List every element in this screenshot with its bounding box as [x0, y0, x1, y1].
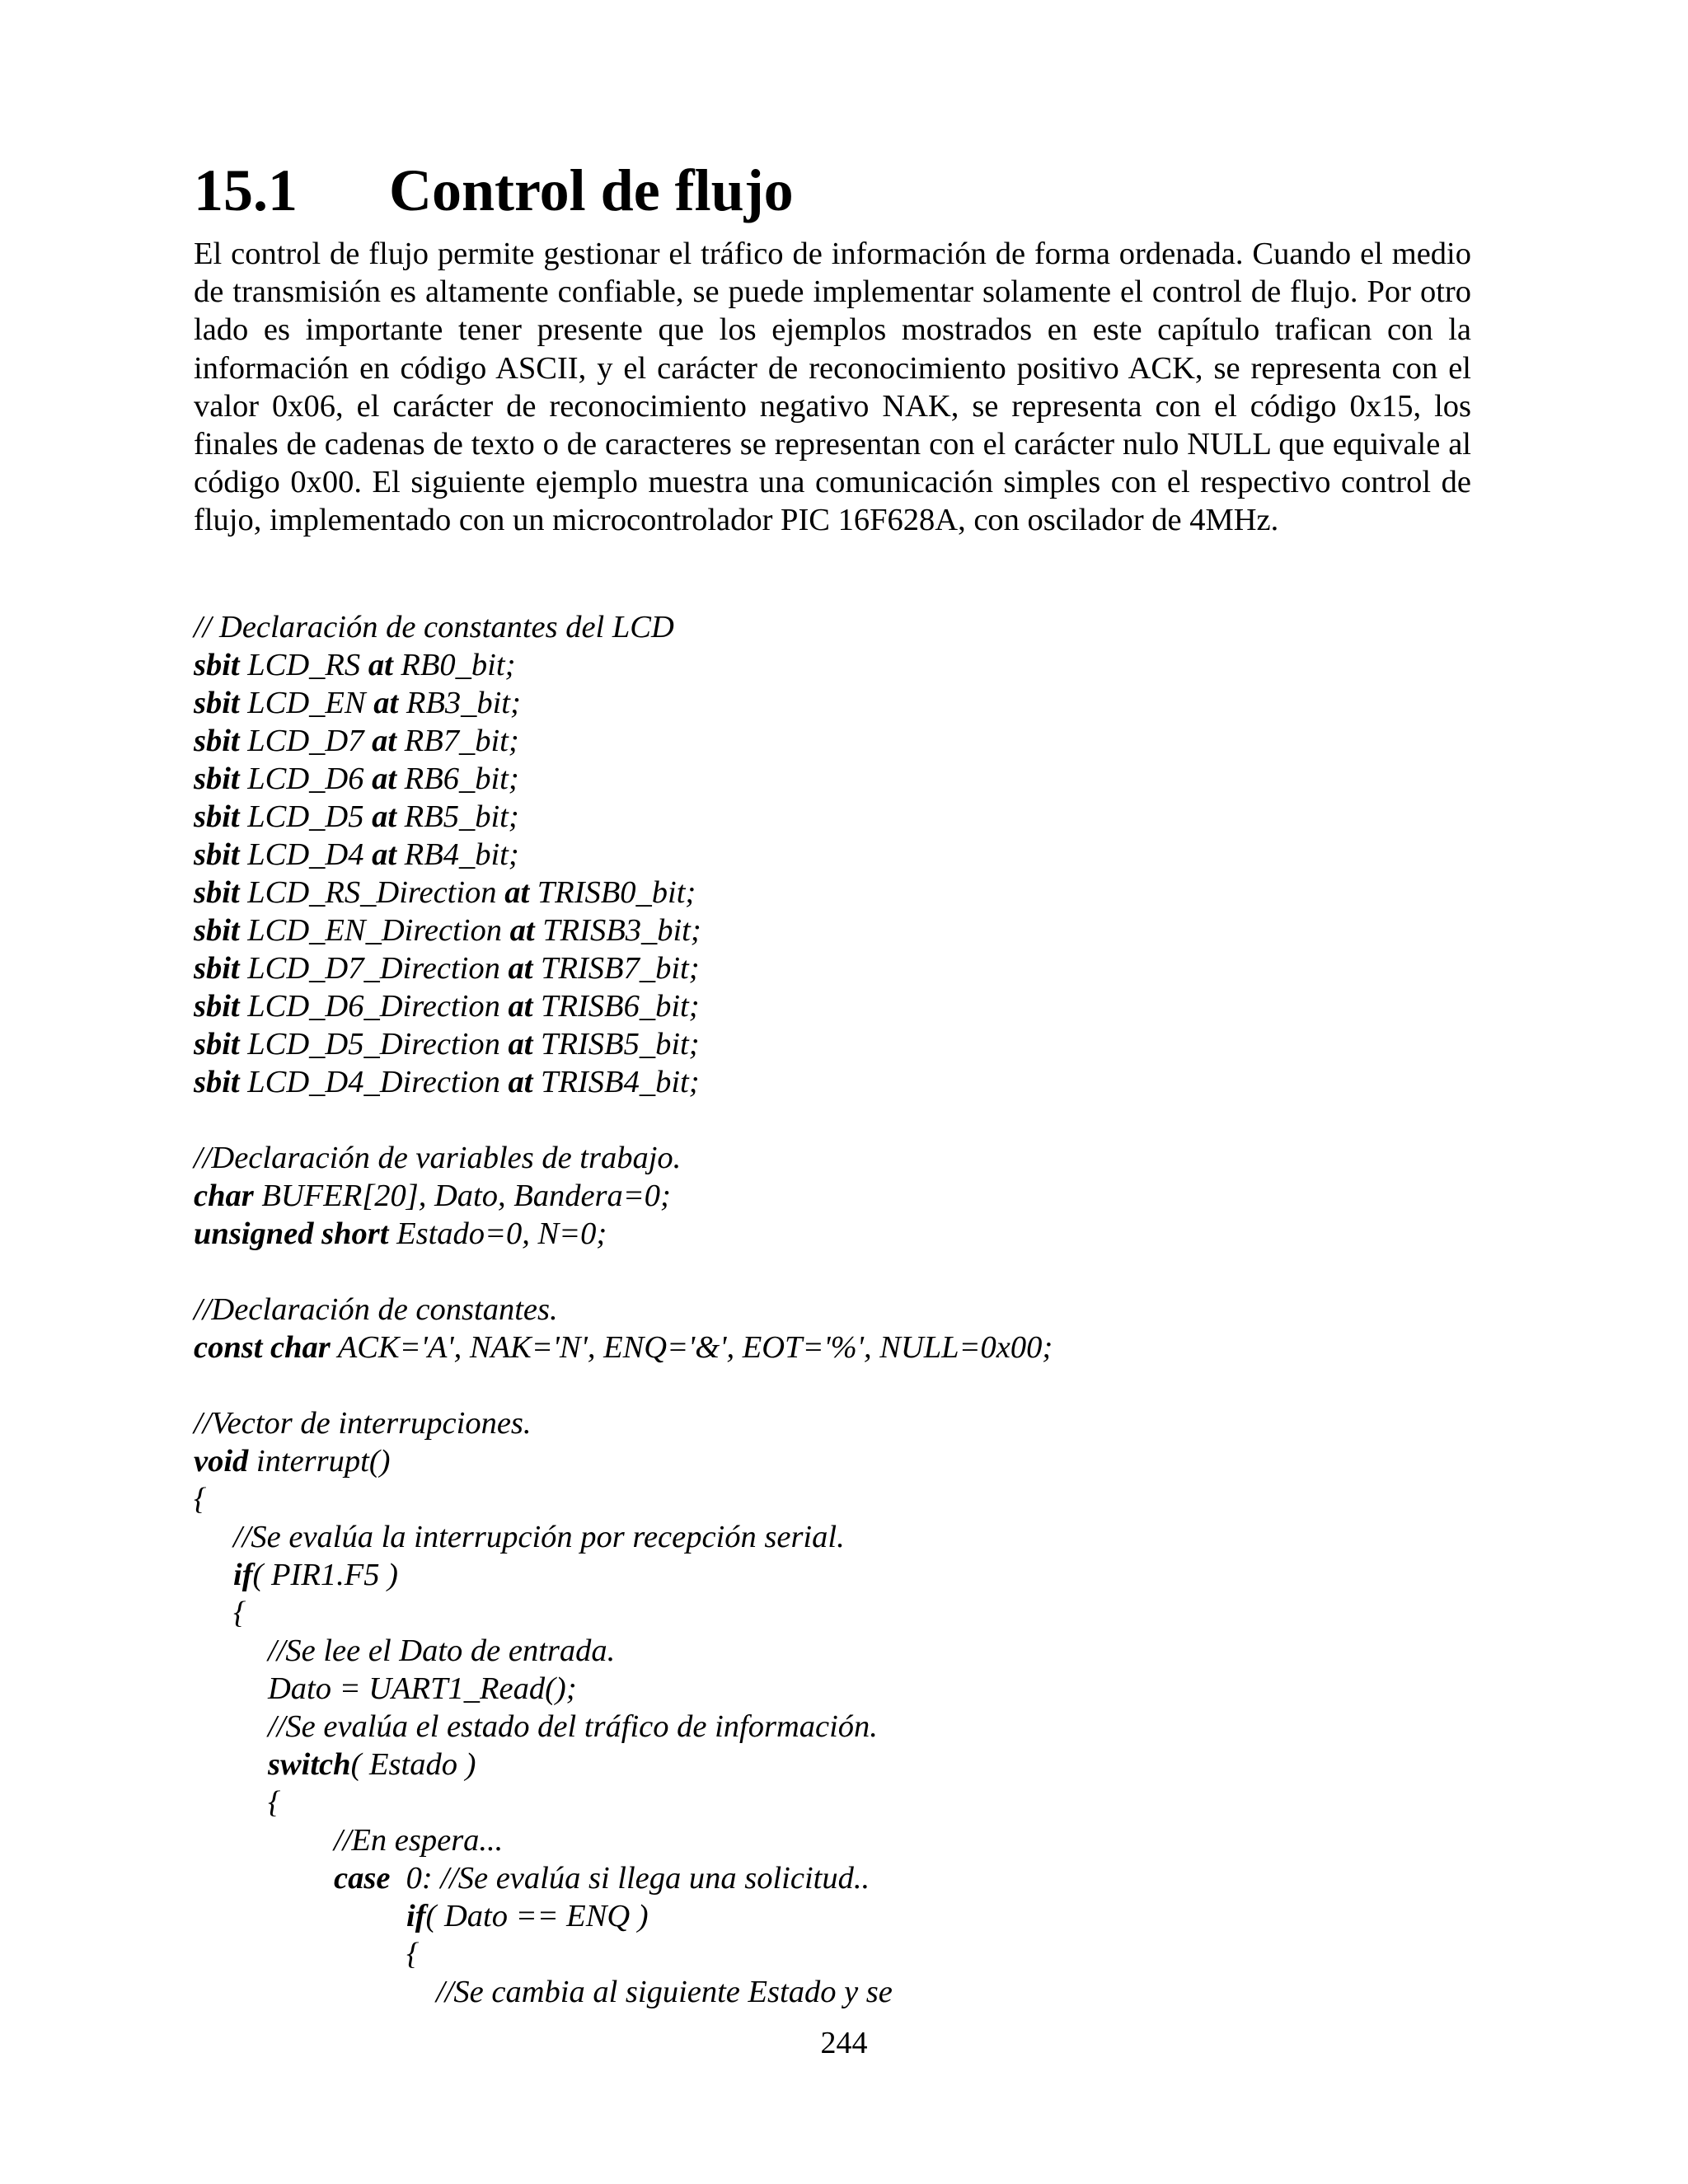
code-line: [194, 1859, 1430, 1897]
code-line: [194, 1935, 1430, 1973]
code-line: [194, 722, 1430, 760]
section-title: Control de flujo: [389, 157, 794, 223]
code-text: //Se cambia al siguiente Estado y se: [436, 1975, 893, 2009]
code-keyword: sbit: [194, 648, 240, 682]
code-keyword: switch: [268, 1747, 351, 1782]
code-text: LCD_D5_Direction: [239, 1027, 509, 1062]
code-text: LCD_D6: [239, 762, 373, 796]
code-text: //Declaración de constantes.: [194, 1292, 558, 1327]
code-text: ( Estado ): [350, 1747, 476, 1782]
code-text: //Se evalúa el estado del tráfico de información.: [268, 1709, 878, 1744]
code-text: Dato = UART1_Read();: [268, 1671, 577, 1706]
code-line: [194, 1101, 1430, 1139]
code-keyword: at: [508, 1065, 533, 1099]
code-keyword: at: [508, 989, 533, 1024]
code-keyword: at: [508, 951, 533, 986]
code-text: interrupt(): [248, 1444, 391, 1479]
section-number: 15.1: [194, 157, 298, 223]
code-text: RB0_bit;: [392, 648, 516, 682]
code-text: // Declaración de constantes del LCD: [194, 610, 674, 644]
code-line: [194, 1480, 1430, 1518]
code-text: //En espera...: [334, 1823, 504, 1858]
code-line: [194, 1594, 1430, 1632]
code-keyword: sbit: [194, 724, 240, 758]
code-text: TRISB0_bit;: [529, 875, 696, 910]
code-line: [194, 1708, 1430, 1746]
code-line: [194, 874, 1430, 912]
code-listing: [194, 608, 1430, 2011]
code-text: {: [268, 1785, 281, 1820]
code-line: [194, 1897, 1430, 1935]
code-keyword: if: [406, 1899, 426, 1933]
section-heading: [194, 153, 794, 227]
code-text: LCD_D7_Direction: [239, 951, 509, 986]
code-text: LCD_D5: [239, 799, 373, 834]
code-line: [194, 1215, 1430, 1253]
code-line: [194, 1821, 1430, 1859]
code-keyword: sbit: [194, 1027, 240, 1062]
code-line: [194, 1404, 1430, 1442]
code-text: RB3_bit;: [398, 686, 521, 720]
code-line: [194, 1442, 1430, 1480]
code-text: RB5_bit;: [396, 799, 519, 834]
code-line: [194, 684, 1430, 722]
code-line: [194, 987, 1430, 1025]
code-line: [194, 608, 1430, 646]
code-line: [194, 949, 1430, 987]
code-keyword: at: [372, 837, 397, 872]
code-line: [194, 836, 1430, 874]
code-text: LCD_D4: [239, 837, 373, 872]
code-text: RB4_bit;: [396, 837, 519, 872]
code-text: ( PIR1.F5 ): [252, 1558, 398, 1592]
code-line: [194, 1556, 1430, 1594]
code-text: {: [406, 1937, 420, 1971]
code-line: [194, 912, 1430, 949]
code-line: [194, 1139, 1430, 1177]
code-text: //Declaración de variables de trabajo.: [194, 1141, 682, 1175]
code-keyword: void: [194, 1444, 249, 1479]
code-text: LCD_RS: [239, 648, 368, 682]
code-line: [194, 1025, 1430, 1063]
code-line: [194, 1746, 1430, 1783]
code-text: LCD_EN: [239, 686, 374, 720]
code-keyword: sbit: [194, 913, 240, 948]
code-line: [194, 1518, 1430, 1556]
code-text: TRISB6_bit;: [532, 989, 700, 1024]
code-line: [194, 1632, 1430, 1670]
code-keyword: at: [504, 875, 530, 910]
code-text: {: [233, 1596, 246, 1630]
code-line: [194, 1783, 1430, 1821]
code-keyword: unsigned short: [194, 1216, 389, 1251]
code-text: {: [194, 1482, 207, 1516]
code-line: [194, 1670, 1430, 1708]
code-text: LCD_EN_Direction: [239, 913, 510, 948]
code-keyword: sbit: [194, 875, 240, 910]
code-line: [194, 1177, 1430, 1215]
code-text: LCD_D4_Direction: [239, 1065, 509, 1099]
intro-paragraph: El control de flujo permite gestionar el tráfico de información de forma ordenada. Cuando el medio de transmisión es altamente confiable, se puede implementar solamente el control de flujo. Por otro lado es importante tener presente que los ejemplos mostrados en este capítulo trafican con la información en código ASCII, y el carácter de reconocimiento positivo ACK, se representa con el valor 0x06, el carácter de reconocimiento negativo NAK, se representa con el código 0x15, los finales de cadenas de texto o de caracteres se representan con el carácter nulo NULL que equivale al código 0x00. El siguiente ejemplo muestra una comunicación simples con el respectivo control de flujo, implementado con un microcontrolador PIC 16F628A, con oscilador de 4MHz.: [194, 237, 1471, 538]
code-text: TRISB7_bit;: [532, 951, 700, 986]
code-keyword: at: [368, 648, 393, 682]
code-line: [194, 1973, 1430, 2011]
code-keyword: at: [509, 913, 535, 948]
code-keyword: sbit: [194, 837, 240, 872]
code-line: [194, 1063, 1430, 1101]
code-line: [194, 1253, 1430, 1291]
code-line: [194, 1329, 1430, 1366]
code-text: Estado=0, N=0;: [388, 1216, 607, 1251]
code-text: LCD_RS_Direction: [239, 875, 505, 910]
code-keyword: sbit: [194, 951, 240, 986]
code-text: //Vector de interrupciones.: [194, 1406, 532, 1441]
code-line: [194, 646, 1430, 684]
code-keyword: at: [373, 686, 399, 720]
code-text: RB6_bit;: [396, 762, 519, 796]
code-text: ACK='A', NAK='N', ENQ='&', EOT='%', NULL=0x00;: [330, 1330, 1053, 1365]
code-text: TRISB5_bit;: [532, 1027, 700, 1062]
code-keyword: if: [233, 1558, 253, 1592]
code-keyword: case: [334, 1861, 391, 1896]
code-keyword: char: [194, 1179, 254, 1213]
code-keyword: sbit: [194, 1065, 240, 1099]
code-line: [194, 1366, 1430, 1404]
code-keyword: at: [372, 799, 397, 834]
code-text: 0: //Se evalúa si llega una solicitud..: [390, 1861, 870, 1896]
code-keyword: sbit: [194, 799, 240, 834]
code-keyword: sbit: [194, 762, 240, 796]
code-text: TRISB4_bit;: [532, 1065, 700, 1099]
code-text: ( Dato == ENQ ): [425, 1899, 649, 1933]
code-keyword: sbit: [194, 686, 240, 720]
code-text: //Se lee el Dato de entrada.: [268, 1633, 616, 1668]
code-line: [194, 760, 1430, 798]
code-text: RB7_bit;: [396, 724, 519, 758]
code-keyword: const char: [194, 1330, 331, 1365]
code-text: //Se evalúa la interrupción por recepción serial.: [233, 1520, 845, 1554]
code-keyword: at: [508, 1027, 533, 1062]
code-text: LCD_D6_Direction: [239, 989, 509, 1024]
code-keyword: at: [372, 724, 397, 758]
code-line: [194, 1291, 1430, 1329]
code-text: TRISB3_bit;: [534, 913, 701, 948]
code-text: LCD_D7: [239, 724, 373, 758]
code-text: BUFER[20], Dato, Bandera=0;: [253, 1179, 671, 1213]
page-number: 244: [820, 2026, 868, 2060]
code-keyword: sbit: [194, 989, 240, 1024]
code-keyword: at: [372, 762, 397, 796]
code-line: [194, 798, 1430, 836]
